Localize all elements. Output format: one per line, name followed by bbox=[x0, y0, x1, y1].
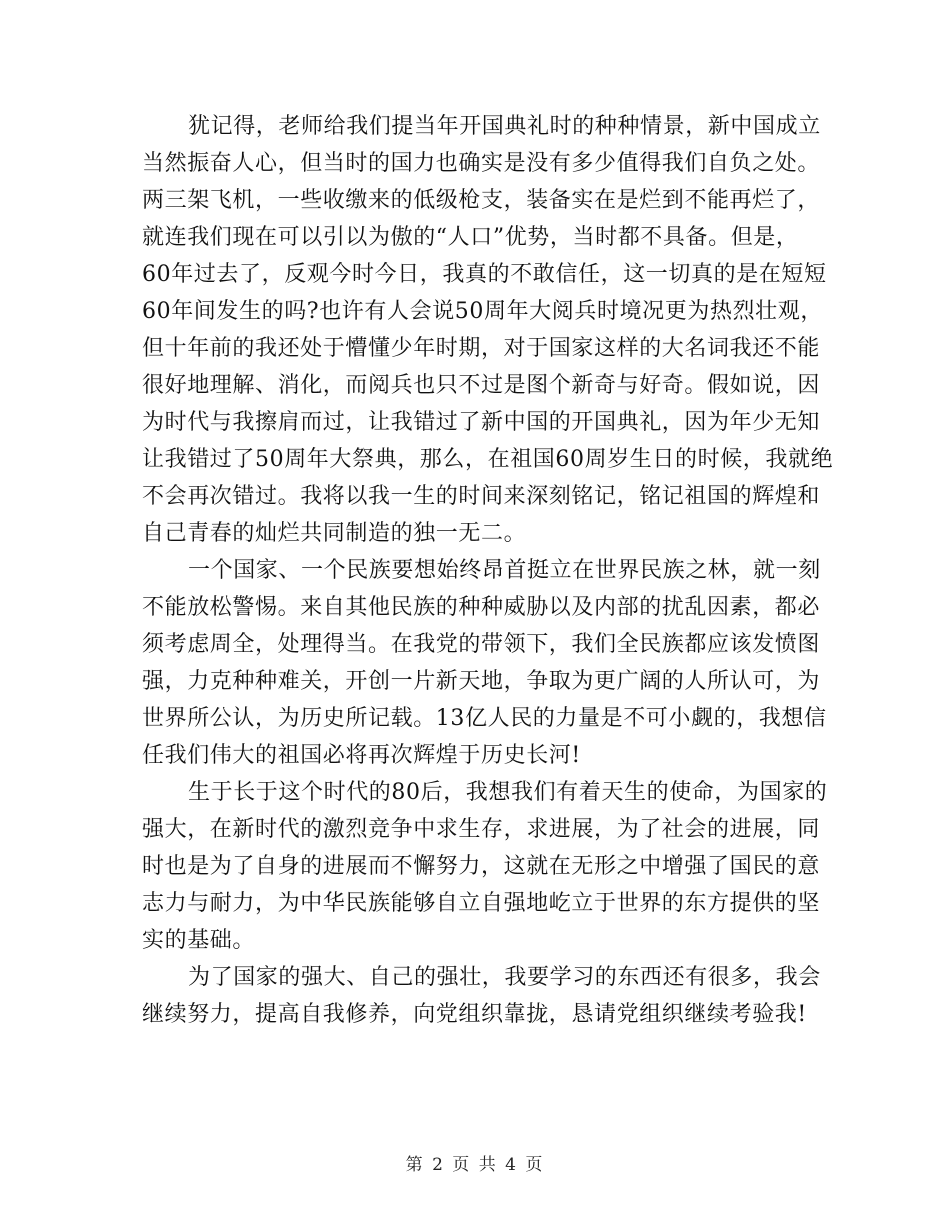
text-line: 强，力克种种难关，开创一片新天地，争取为更广阔的人所认可，为 bbox=[142, 669, 821, 694]
document-body bbox=[142, 108, 834, 1033]
text-line: 很好地理解、消化，而阅兵也只不过是图个新奇与好奇。假如说，因 bbox=[142, 373, 821, 398]
text-line: 不会再次错过。我将以我一生的时间来深刻铭记，铭记祖国的辉煌和 bbox=[142, 484, 821, 509]
text-line: 须考虑周全，处理得当。在我党的带领下，我们全民族都应该发愤图 bbox=[142, 632, 821, 657]
text-line: 自己青春的灿烂共同制造的独一无二。 bbox=[142, 521, 527, 546]
text-line: 两三架飞机，一些收缴来的低级枪支，装备实在是烂到不能再烂了， bbox=[142, 188, 821, 213]
text-line: 时也是为了自身的进展而不懈努力，这就在无形之中增强了国民的意 bbox=[142, 854, 821, 879]
text-line: 强大，在新时代的激烈竞争中求生存，求进展，为了社会的进展，同 bbox=[142, 817, 821, 842]
page-number-footer: 第 2 页 共 4 页 bbox=[405, 1155, 545, 1175]
text-line: 为了国家的强大、自己的强壮，我要学习的东西还有很多，我会 bbox=[188, 965, 821, 990]
text-line: 但十年前的我还处于懵懂少年时期，对于国家这样的大名词我还不能 bbox=[142, 336, 821, 361]
text-line: 一个国家、一个民族要想始终昂首挺立在世界民族之林，就一刻 bbox=[188, 558, 821, 583]
text-line: 犹记得，老师给我们提当年开国典礼时的种种情景，新中国成立 bbox=[188, 114, 821, 139]
text-line: 生于长于这个时代的80后，我想我们有着天生的使命，为国家的 bbox=[188, 780, 828, 805]
text-line: 任我们伟大的祖国必将再次辉煌于历史长河! bbox=[142, 743, 581, 768]
text-line: 当然振奋人心，但当时的国力也确实是没有多少值得我们自负之处。 bbox=[142, 151, 821, 176]
text-line: 不能放松警惕。来自其他民族的种种威胁以及内部的扰乱因素，都必 bbox=[142, 595, 821, 620]
text-line: 世界所公认，为历史所记载。13亿人民的力量是不可小觑的，我想信 bbox=[142, 706, 827, 731]
text-line: 志力与耐力，为中华民族能够自立自强地屹立于世界的东方提供的坚 bbox=[142, 891, 821, 916]
text-line: 就连我们现在可以引以为傲的“人口”优势，当时都不具备。但是， bbox=[142, 225, 799, 250]
text-line: 为时代与我擦肩而过，让我错过了新中国的开国典礼，因为年少无知 bbox=[142, 410, 821, 435]
text-line: 60年过去了，反观今时今日，我真的不敢信任，这一切真的是在短短 bbox=[142, 262, 827, 287]
text-line: 60年间发生的吗?也许有人会说50周年大阅兵时境况更为热烈壮观， bbox=[142, 299, 823, 324]
text-line: 继续努力，提高自我修养，向党组织靠拢，恳请党组织继续考验我! bbox=[142, 1002, 807, 1027]
text-line: 让我错过了50周年大祭典，那么，在祖国60周岁生日的时候，我就绝 bbox=[142, 447, 834, 472]
text-line: 实的基础。 bbox=[142, 928, 256, 953]
